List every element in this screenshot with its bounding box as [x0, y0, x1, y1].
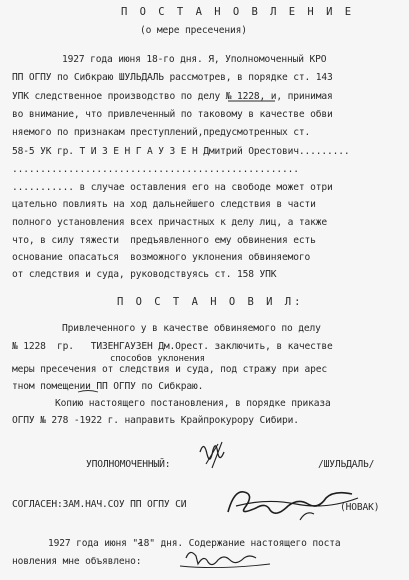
- decision-line-1: Привлеченного у в качестве обвиняемого по делу: [62, 323, 321, 334]
- body-line-8: ........... в случае оставления его на свободе может отри: [12, 182, 333, 193]
- signature-name: /ШУЛЬДАЛЬ/: [318, 459, 375, 470]
- document-title: П О С Т А Н О В Л Е Н И Е: [121, 6, 355, 18]
- body-line-12: основание опасаться возможного уклонения обвиняемого: [12, 252, 311, 263]
- footer-line-2: новления мне объявлено:: [12, 556, 142, 567]
- accused-signature: [180, 552, 270, 567]
- decision-line-4: тном помещении ПП ОГПУ по Сибкраю.: [12, 381, 204, 392]
- body-line-11: что, в силу тяжести предъявленного ему обвинения есть: [12, 235, 316, 246]
- body-line-1: 1927 года июня 18-го дня. Я, Уполномоченный КРО: [62, 54, 327, 65]
- body-line-6: 58-5 УК гр. Т И З Е Н Г А У З Е Н Дмитрий Орестович.........: [12, 146, 350, 157]
- shuldal-signature: [200, 442, 224, 468]
- body-line-2: ПП ОГПУ по Сибкраю ШУЛЬДАЛЬ рассмотрев, в порядке ст. 143: [12, 72, 333, 83]
- decision-line-3: меры пресечения от следствия и суда, под стражу при арес: [12, 364, 328, 375]
- footer-line-1: 1927 года июня "18" дня. Содержание настоящего поста: [48, 538, 341, 549]
- signature-label: УПОЛНОМОЧЕННЫЙ:: [86, 459, 171, 470]
- novak-signature: [228, 492, 358, 520]
- decision-line-5: Копию настоящего постановления, в порядке приказа: [55, 398, 331, 409]
- approval-name: (НОВАК): [340, 502, 380, 513]
- body-line-9: цательно повлиять на ход дальнейшего следствия в части: [12, 199, 316, 210]
- decision-line-2: № 1228 гр. ТИЗЕНГАУЗЕН Дм.Орест. заключить, в качестве: [12, 341, 333, 352]
- approval-label: СОГЛАСЕН:ЗАМ.НАЧ.СОУ ПП ОГПУ СИ: [12, 499, 187, 510]
- body-line-3: УПК следственное производство по делу № 1228, и, принимая: [12, 91, 333, 102]
- decision-interlinear-insert: способов уклонения: [110, 354, 205, 364]
- body-line-10: полного установления всех причастных к делу лиц, а также: [12, 217, 328, 228]
- body-line-4: во внимание, что привлеченный по таковому в качестве обви: [12, 109, 333, 120]
- body-line-7: ...................................................: [12, 164, 299, 175]
- body-line-13: от следствия и суда, руководствуясь ст. 158 УПК: [12, 269, 277, 280]
- document-subtitle: (о мере пресечения): [140, 25, 247, 36]
- decision-title: П О С Т А Н О В И Л:: [117, 296, 304, 308]
- decision-line-6: ОГПУ № 278 -1922 г. направить Крайпрокурору Сибири.: [12, 415, 299, 426]
- body-line-5: няемого по признакам преступлений,предусмотренных ст.: [12, 127, 311, 138]
